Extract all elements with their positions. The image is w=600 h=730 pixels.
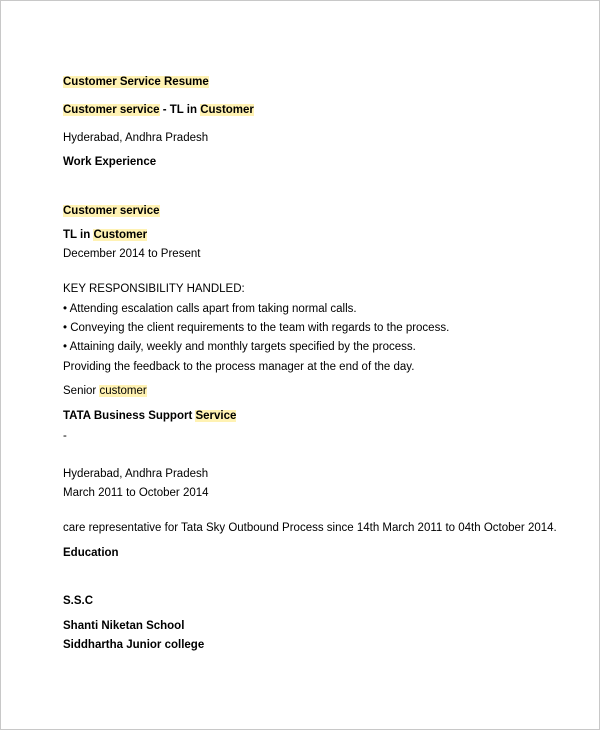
resume-subtitle	[63, 102, 254, 118]
job2-company-service: Service	[195, 410, 237, 422]
job1-title	[63, 203, 160, 219]
job1-bullet: • Conveying the client requirements to the team with regards to the process.	[63, 322, 450, 334]
job1-extra: Providing the feedback to the process manager at the end of the day.	[63, 361, 415, 373]
job2-company-name: TATA Business Support	[63, 410, 196, 422]
job2-title-customer: customer	[99, 385, 147, 397]
education-school: Shanti Niketan School	[63, 620, 185, 632]
subtitle-customer: Customer	[200, 104, 254, 116]
education-college: Siddhartha Junior college	[63, 639, 205, 651]
subtitle-tl: TL in	[169, 104, 201, 116]
job2-description: care representative for Tata Sky Outbound Process since 14th March 2011 to 04th October 2014.	[63, 522, 557, 534]
subtitle-separator: -	[159, 104, 170, 116]
job2-company	[63, 408, 236, 424]
job2-dates: March 2011 to October 2014	[63, 487, 209, 499]
job1-title-text: Customer service	[63, 205, 160, 217]
work-experience-heading: Work Experience	[63, 156, 157, 168]
job2-title-senior: Senior	[63, 385, 100, 397]
header-location: Hyderabad, Andhra Pradesh	[63, 132, 209, 144]
resume-title-text: Customer Service Resume	[63, 76, 209, 88]
job1-responsibilities-heading: KEY RESPONSIBILITY HANDLED:	[63, 283, 245, 295]
subtitle-role: Customer service	[63, 104, 160, 116]
job1-bullet: • Attaining daily, weekly and monthly targets specified by the process.	[63, 341, 416, 353]
education-level: S.S.C	[63, 595, 94, 607]
resume-title	[63, 74, 209, 90]
job2-dash: -	[63, 430, 67, 442]
job2-title	[63, 383, 147, 399]
job2-location: Hyderabad, Andhra Pradesh	[63, 468, 209, 480]
job1-role-tl: TL in	[63, 229, 94, 241]
job1-dates: December 2014 to Present	[63, 248, 201, 260]
education-heading: Education	[63, 547, 119, 559]
job1-role	[63, 227, 147, 243]
job1-bullet: • Attending escalation calls apart from taking normal calls.	[63, 303, 357, 315]
job1-role-customer: Customer	[93, 229, 148, 241]
